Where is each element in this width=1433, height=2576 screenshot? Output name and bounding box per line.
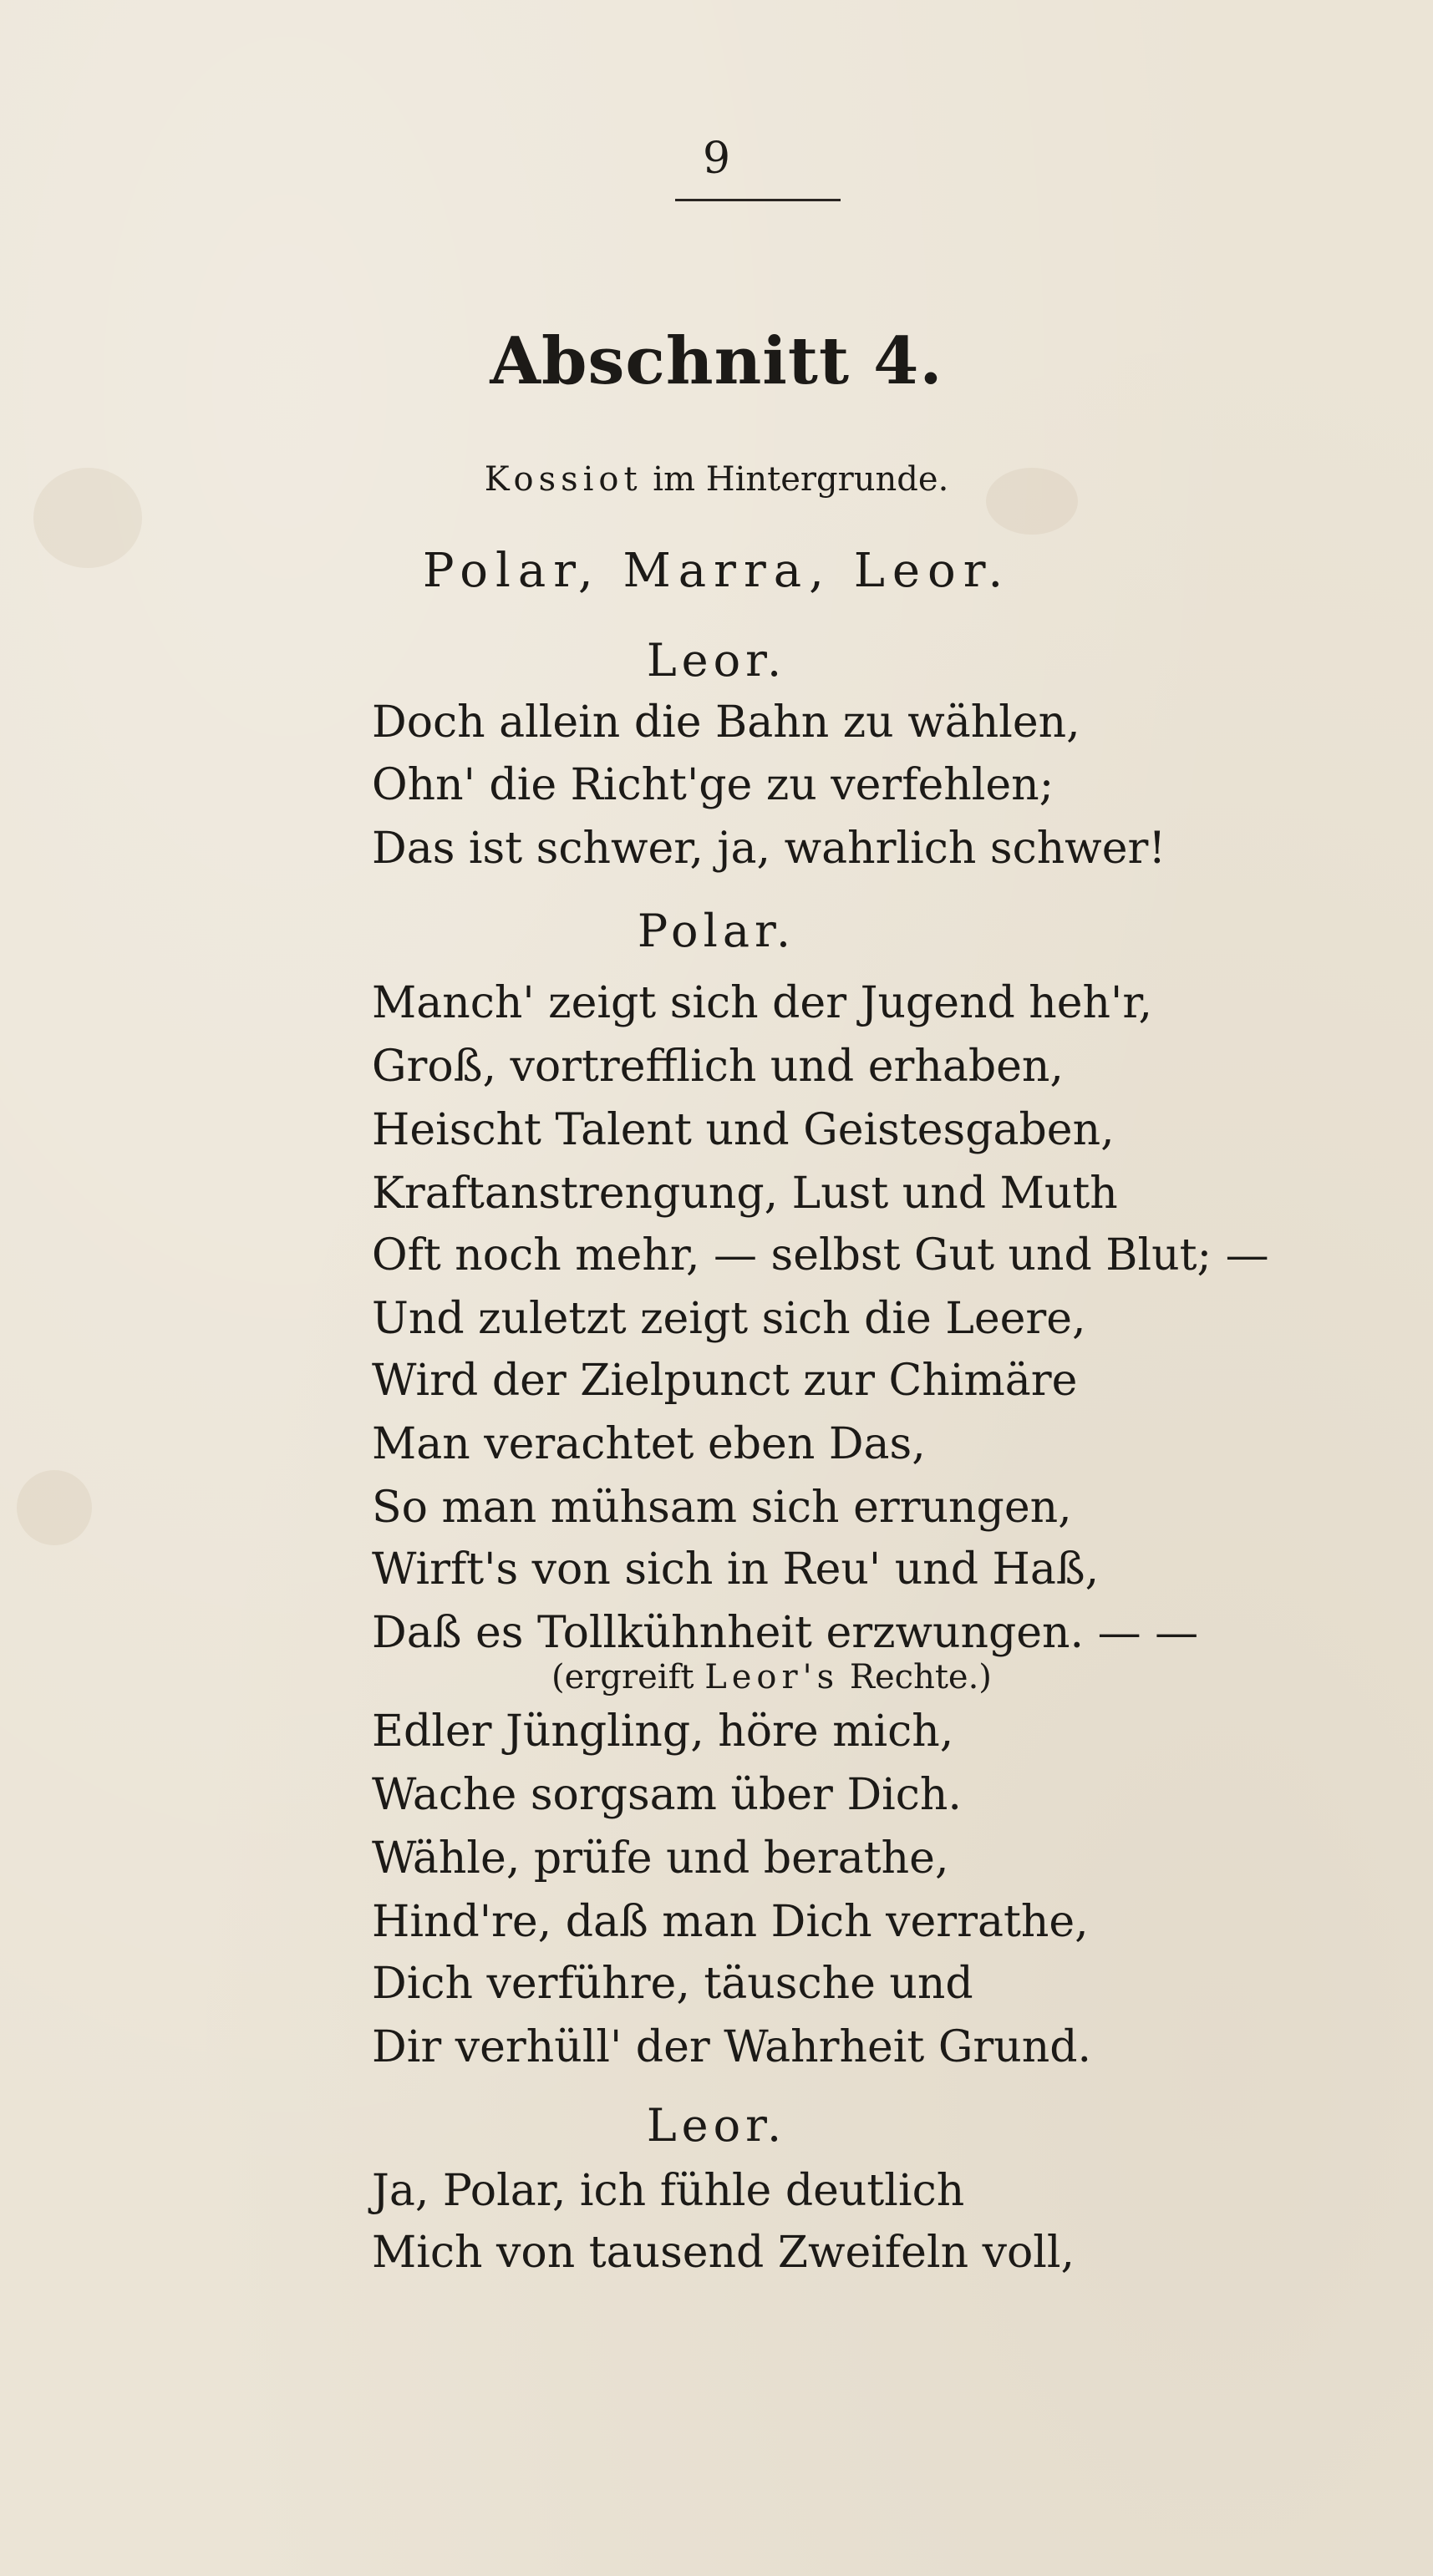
verse-line: Manch' zeigt sich der Jugend heh'r,	[372, 978, 1153, 1028]
verse-line: Wache sorgsam über Dich.	[372, 1770, 962, 1820]
character-name: Kossiot	[484, 460, 643, 499]
verse-line: Wähle, prüfe und berathe,	[372, 1833, 949, 1884]
verse-line: Heischt Talent und Geistesgaben,	[372, 1105, 1115, 1155]
verse-line: Doch allein die Bahn zu wählen,	[372, 697, 1080, 748]
speaker-polar: Polar.	[637, 905, 796, 957]
verse-line: Kraftanstrengung, Lust und Muth	[372, 1169, 1118, 1219]
paper-stain	[17, 1470, 92, 1545]
verse-line: Wird der Zielpunct zur Chimäre	[372, 1356, 1078, 1406]
verse-line: Daß es Tollkühnheit erzwungen. — —	[372, 1608, 1199, 1658]
verse-line: Und zuletzt zeigt sich die Leere,	[372, 1294, 1086, 1344]
cast-list: Polar, Marra, Leor.	[422, 544, 1011, 598]
verse-line: So man mühsam sich errungen,	[372, 1483, 1072, 1533]
verse-line: Ja, Polar, ich fühle deutlich	[372, 2166, 965, 2216]
verse-line: Das ist schwer, ja, wahrlich schwer!	[372, 824, 1166, 874]
verse-line: Ohn' die Richt'ge zu verfehlen;	[372, 760, 1054, 810]
verse-line: Dir verhüll' der Wahrheit Grund.	[372, 2022, 1092, 2072]
character-name: Leor's	[704, 1658, 840, 1696]
speaker-leor: Leor.	[646, 634, 787, 687]
verse-line: Hind're, daß man Dich verrathe,	[372, 1897, 1089, 1947]
verse-line: Dich verführe, täusche und	[372, 1959, 973, 2009]
verse-line: Edler Jüngling, höre mich,	[372, 1706, 954, 1757]
direction-text: Rechte.)	[839, 1658, 992, 1696]
section-title: Abschnitt 4.	[490, 323, 943, 399]
page-number: 9	[702, 134, 731, 184]
speaker-leor: Leor.	[646, 2099, 787, 2152]
stage-direction-text: im Hintergrunde.	[642, 460, 949, 499]
verse-line: Mich von tausend Zweifeln voll,	[372, 2228, 1075, 2278]
verse-line: Groß, vortrefflich und erhaben,	[372, 1042, 1064, 1092]
header-rule	[675, 199, 841, 201]
stage-direction-inline	[551, 1656, 992, 1699]
direction-text: (ergreift	[551, 1658, 705, 1696]
verse-line: Oft noch mehr, — selbst Gut und Blut; —	[372, 1230, 1269, 1280]
stage-direction	[0, 458, 1433, 501]
verse-line: Wirft's von sich in Reu' und Haß,	[372, 1544, 1100, 1595]
verse-line: Man verachtet eben Das,	[372, 1419, 926, 1469]
